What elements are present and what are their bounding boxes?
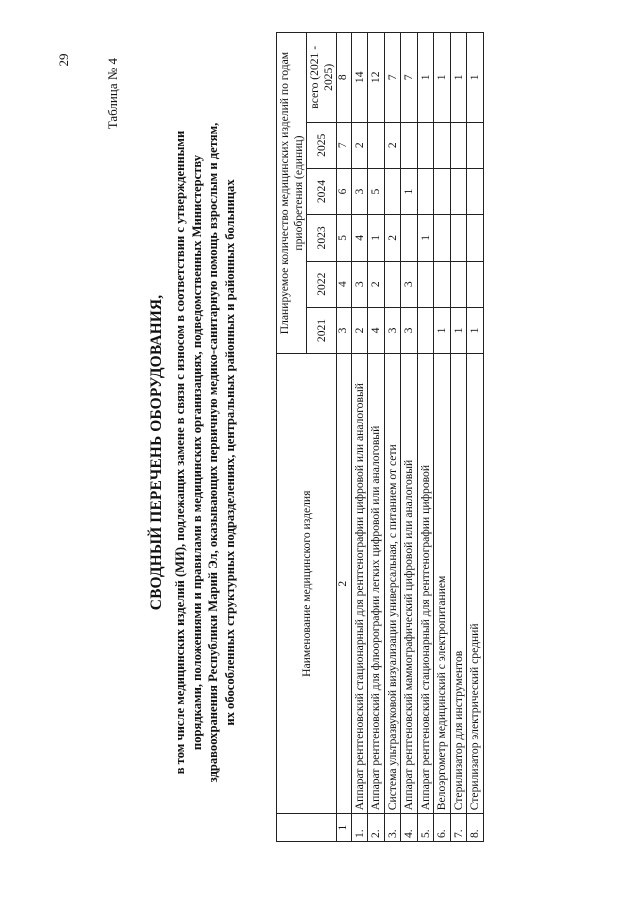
qty-2023	[434, 215, 451, 261]
qty-2022: 3	[351, 261, 368, 307]
row-number: 1.	[351, 814, 368, 842]
qty-2022: 2	[368, 261, 385, 307]
item-name: Аппарат рентгеновский маммографический цифровой или аналоговый	[401, 354, 418, 814]
qty-2023: 1	[368, 215, 385, 261]
qty-total: 12	[368, 33, 385, 123]
column-number: 1	[337, 814, 352, 842]
item-name: Стерилизатор для инструментов	[450, 354, 467, 814]
qty-2021	[417, 307, 434, 353]
qty-2021: 1	[450, 307, 467, 353]
qty-2025	[450, 122, 467, 168]
qty-2022	[467, 261, 484, 307]
column-number-row	[337, 33, 352, 842]
qty-2024	[417, 168, 434, 214]
qty-total: 7	[401, 33, 418, 123]
qty-2025	[368, 122, 385, 168]
qty-2024: 5	[368, 168, 385, 214]
subtitle-line: порядками, положениями и правилами в медицинских организациях, подведомственных Министерству	[189, 154, 204, 751]
qty-total: 1	[467, 33, 484, 123]
qty-2025: 2	[384, 122, 401, 168]
header-year-2022: 2022	[307, 261, 337, 307]
row-number: 7.	[450, 814, 467, 842]
column-number: 7	[337, 122, 352, 168]
qty-2021: 2	[351, 307, 368, 353]
column-number: 3	[337, 307, 352, 353]
item-name: Аппарат рентгеновский для флюорографии легких цифровой или аналоговый	[368, 354, 385, 814]
header-year-2023: 2023	[307, 215, 337, 261]
table-row	[450, 33, 467, 842]
qty-2025: 2	[351, 122, 368, 168]
qty-2023: 2	[384, 215, 401, 261]
column-number: 6	[337, 168, 352, 214]
item-name: Стерилизатор электрический средний	[467, 354, 484, 814]
qty-total: 1	[450, 33, 467, 123]
column-number: 4	[337, 261, 352, 307]
qty-2021: 1	[467, 307, 484, 353]
row-number: 3.	[384, 814, 401, 842]
header-year-2025: 2025	[307, 122, 337, 168]
qty-2024	[434, 168, 451, 214]
table-row	[384, 33, 401, 842]
qty-total: 7	[384, 33, 401, 123]
page-number: 29	[56, 53, 71, 67]
qty-2022	[434, 261, 451, 307]
qty-2023	[467, 215, 484, 261]
subtitle-line: в том числе медицинских изделий (МИ), подлежащих замене в связи с износом в соответствии с утвержденными	[173, 130, 187, 775]
document-title: СВОДНЫЙ ПЕРЕЧЕНЬ ОБОРУДОВАНИЯ,	[148, 294, 165, 611]
qty-2023: 1	[417, 215, 434, 261]
qty-2022	[450, 261, 467, 307]
qty-2024: 3	[351, 168, 368, 214]
row-number: 8.	[467, 814, 484, 842]
qty-2022	[417, 261, 434, 307]
header-row	[277, 33, 307, 842]
qty-2023: 4	[351, 215, 368, 261]
equipment-table	[276, 32, 484, 842]
row-number: 6.	[434, 814, 451, 842]
header-cell-name: Наименование медицинского изделия	[277, 354, 337, 814]
item-name: Аппарат рентгеновский стационарный для рентгенографии цифровой или аналоговый	[351, 354, 368, 814]
column-number: 2	[337, 354, 352, 814]
qty-2021: 3	[384, 307, 401, 353]
header-cell-num	[277, 814, 337, 842]
qty-2023	[450, 215, 467, 261]
qty-total: 1	[434, 33, 451, 123]
qty-2025	[467, 122, 484, 168]
qty-2024	[467, 168, 484, 214]
header-cell-group: Планируемое количество медицинских изделий по годам приобретения (единиц)	[277, 33, 307, 354]
qty-2021: 3	[401, 307, 418, 353]
qty-2022	[384, 261, 401, 307]
table-caption: Таблица № 4	[105, 58, 120, 130]
qty-total: 1	[417, 33, 434, 123]
row-number: 2.	[368, 814, 385, 842]
qty-2024: 1	[401, 168, 418, 214]
qty-2021: 1	[434, 307, 451, 353]
qty-2025	[434, 122, 451, 168]
qty-2024	[450, 168, 467, 214]
column-number: 5	[337, 215, 352, 261]
column-number: 8	[337, 33, 352, 123]
qty-2025	[401, 122, 418, 168]
subtitle-line: их обособленных структурных подразделениях, центральных районных и районных больницах	[222, 179, 237, 726]
qty-2021: 4	[368, 307, 385, 353]
qty-2023	[401, 215, 418, 261]
header-total: всего (2021 - 2025)	[307, 33, 337, 123]
table-row	[368, 33, 385, 842]
subtitle-line: здравоохранения Республики Марий Эл, оказывающих первичную медико-санитарную помощь взрослым и детям,	[206, 122, 220, 783]
row-number: 4.	[401, 814, 418, 842]
qty-2025	[417, 122, 434, 168]
row-number: 5.	[417, 814, 434, 842]
item-name: Велоэргометр медицинский с электропитанием	[434, 354, 451, 814]
qty-2024	[384, 168, 401, 214]
table-row	[417, 33, 434, 842]
qty-total: 14	[351, 33, 368, 123]
document-subtitle	[172, 75, 238, 830]
table-row	[351, 33, 368, 842]
item-name: Аппарат рентгеновский стационарный для рентгенографии цифровой	[417, 354, 434, 814]
header-year-2024: 2024	[307, 168, 337, 214]
table-row	[434, 33, 451, 842]
item-name: Система ультразвуковой визуализации универсальная, с питанием от сети	[384, 354, 401, 814]
table-row	[401, 33, 418, 842]
table-row	[467, 33, 484, 842]
header-year-2021: 2021	[307, 307, 337, 353]
qty-2022: 3	[401, 261, 418, 307]
